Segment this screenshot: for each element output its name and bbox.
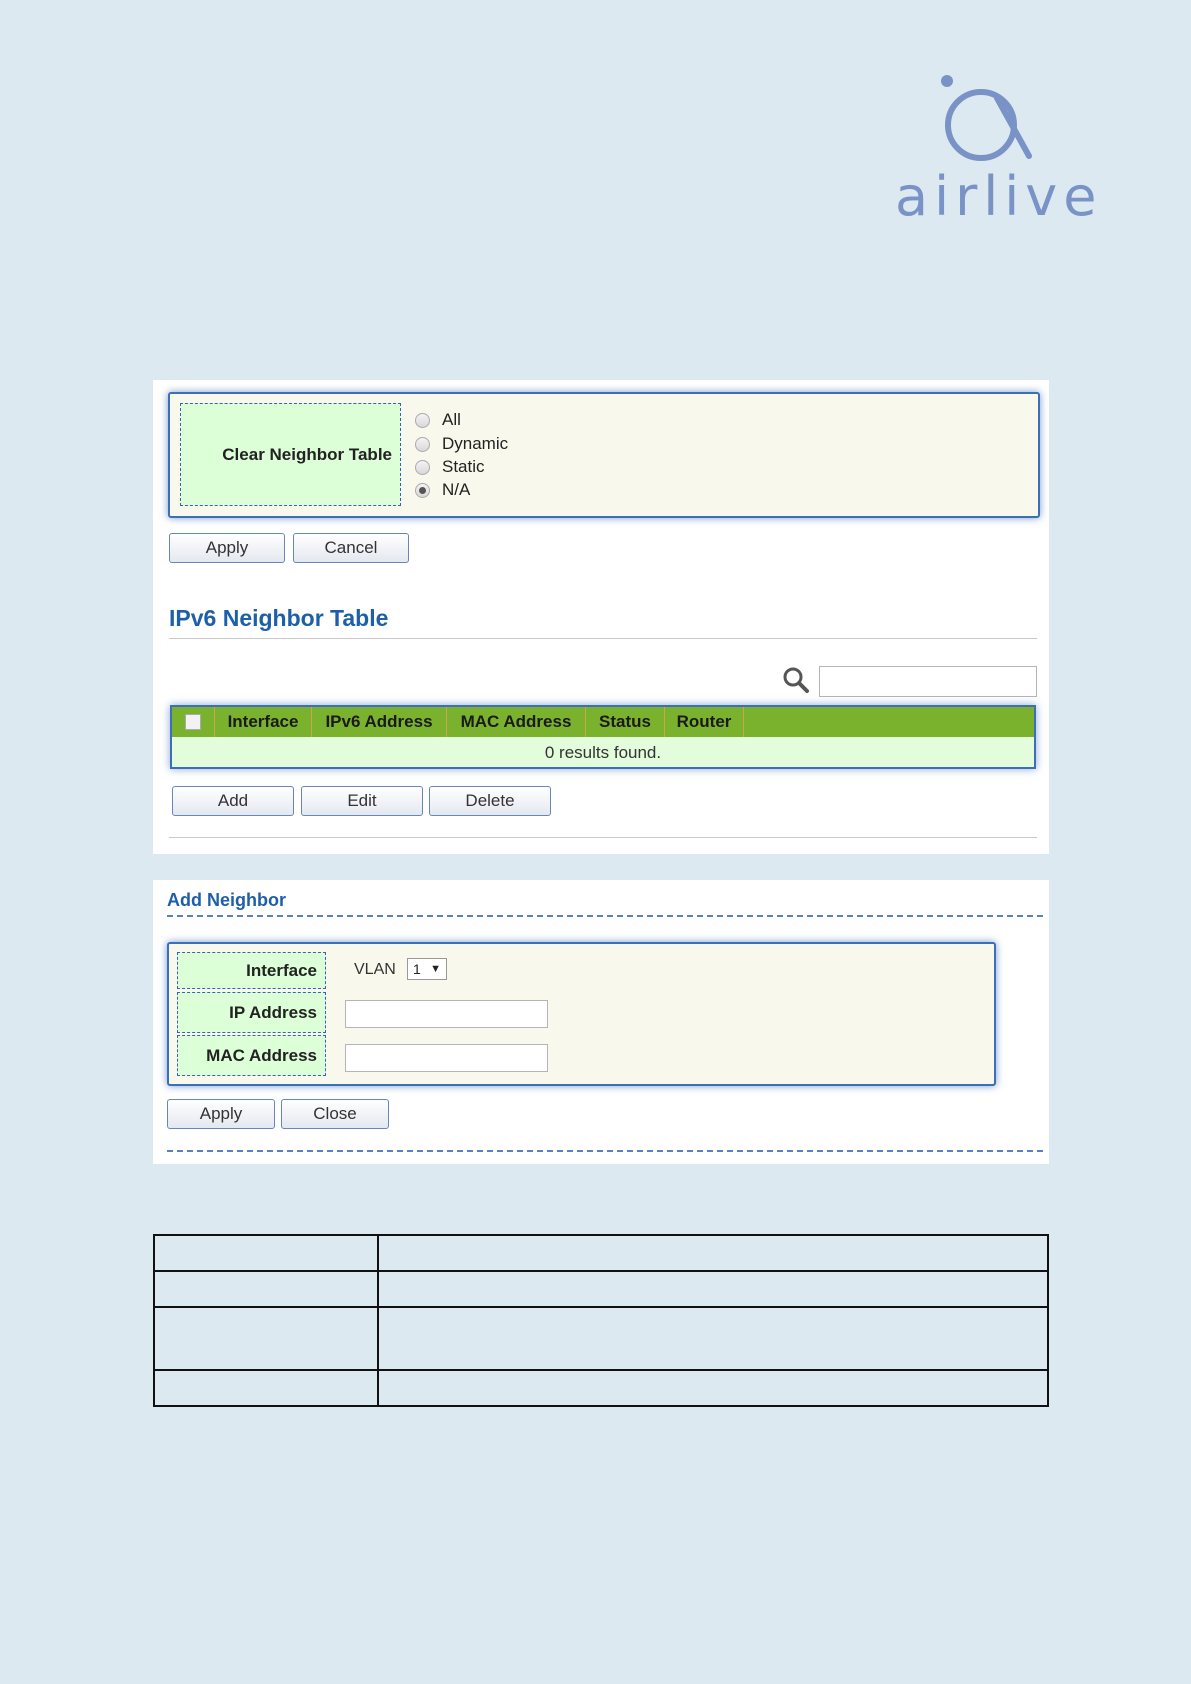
radio-static[interactable]: Static: [415, 457, 485, 477]
search-icon[interactable]: [782, 666, 810, 694]
add-neighbor-form: [167, 942, 996, 1086]
neighbor-table-title: IPv6 Neighbor Table: [169, 605, 389, 631]
table-cell: [378, 1235, 1048, 1271]
add-apply-button[interactable]: Apply: [167, 1099, 275, 1129]
dropdown-arrow-icon: ▼: [430, 963, 441, 975]
select-all-checkbox[interactable]: [172, 707, 215, 737]
radio-checked-icon: [415, 483, 430, 498]
radio-na[interactable]: N/A: [415, 480, 470, 500]
divider: [169, 837, 1037, 838]
col-ipv6-address[interactable]: IPv6 Address: [312, 707, 447, 737]
vlan-select[interactable]: 1 ▼: [407, 958, 447, 980]
add-button[interactable]: Add: [172, 786, 294, 816]
neighbor-table: [170, 705, 1036, 769]
radio-icon: [415, 437, 430, 452]
radio-icon: [415, 413, 430, 428]
clear-neighbor-label: Clear Neighbor Table: [180, 403, 401, 506]
clear-cancel-button[interactable]: Cancel: [293, 533, 409, 563]
add-neighbor-title: Add Neighbor: [167, 890, 286, 910]
airlive-logo: [895, 70, 1103, 230]
interface-label: Interface: [177, 952, 326, 989]
clear-apply-button[interactable]: Apply: [169, 533, 285, 563]
radio-icon: [415, 460, 430, 475]
interface-prefix: VLAN: [354, 961, 396, 978]
table-cell: [154, 1370, 378, 1406]
radio-dynamic[interactable]: Dynamic: [415, 434, 508, 454]
dashed-divider: [167, 1150, 1043, 1152]
radio-all[interactable]: All: [415, 410, 461, 430]
clear-form-box: [168, 392, 1040, 518]
col-mac-address[interactable]: MAC Address: [447, 707, 586, 737]
logo-text: airlive: [895, 165, 1103, 228]
table-cell: [154, 1307, 378, 1370]
divider: [169, 638, 1037, 639]
add-neighbor-panel: [153, 880, 1049, 1164]
table-cell: [378, 1271, 1048, 1307]
neighbor-screenshot-panel: [153, 380, 1049, 854]
ip-address-label: IP Address: [177, 992, 326, 1033]
col-interface[interactable]: Interface: [215, 707, 312, 737]
table-cell: [378, 1307, 1048, 1370]
table-cell: [154, 1235, 378, 1271]
edit-button[interactable]: Edit: [301, 786, 423, 816]
col-router[interactable]: Router: [665, 707, 744, 737]
table-header: [172, 707, 1034, 737]
table-cell: [154, 1271, 378, 1307]
add-close-button[interactable]: Close: [281, 1099, 389, 1129]
table-row: [154, 1370, 1048, 1406]
description-table: [153, 1234, 1049, 1407]
search-input[interactable]: [819, 666, 1037, 697]
table-row: [154, 1271, 1048, 1307]
table-row: [154, 1307, 1048, 1370]
table-cell: [378, 1370, 1048, 1406]
dashed-divider: [167, 915, 1043, 917]
checkbox-icon: [185, 714, 201, 730]
col-status[interactable]: Status: [586, 707, 665, 737]
table-empty-message: 0 results found.: [544, 743, 662, 762]
mac-address-label: MAC Address: [177, 1035, 326, 1076]
table-row: [154, 1235, 1048, 1271]
mac-address-input[interactable]: [345, 1044, 548, 1072]
delete-button[interactable]: Delete: [429, 786, 551, 816]
ip-address-input[interactable]: [345, 1000, 548, 1028]
